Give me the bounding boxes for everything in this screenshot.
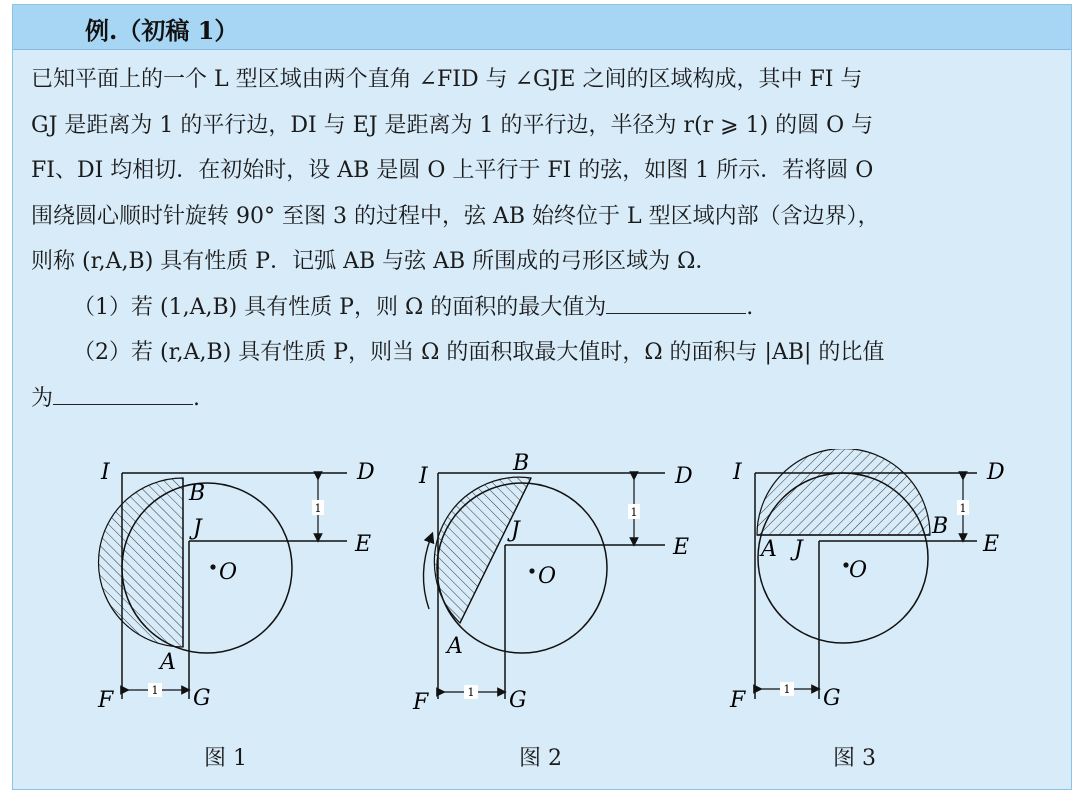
label-e: E <box>355 532 372 557</box>
label-d: D <box>675 464 693 489</box>
label-e: E <box>983 532 1000 557</box>
label-i: I <box>419 464 428 489</box>
figures-svg <box>13 449 1073 789</box>
example-title: 例.（初稿 1） <box>85 16 239 45</box>
distance-label-1v: 1 <box>314 502 322 515</box>
problem-line: GJ 是距离为 1 的平行边，DI 与 EJ 是距离为 1 的平行边，半径为 r(r ⩾ 1) 的圆 O 与 <box>31 112 874 138</box>
label-i: I <box>101 460 110 485</box>
figure-2 <box>412 451 693 715</box>
label-j: J <box>794 537 803 562</box>
problem-line: 围绕圆心顺时针旋转 90° 至图 3 的过程中，弦 AB 始终位于 L 型区域内部（含边界）， <box>31 203 880 229</box>
distance-label-2h: 1 <box>467 686 475 699</box>
label-f: F <box>730 688 746 713</box>
problem-line: 则称 (r,A,B) 具有性质 P．记弧 AB 与弦 AB 所围成的弓形区域为 Ω． <box>31 249 718 274</box>
label-a: A <box>761 537 777 562</box>
label-g: G <box>509 688 527 713</box>
label-d: D <box>987 460 1005 485</box>
label-o: O <box>849 558 868 583</box>
segment-omega-3 <box>757 449 930 535</box>
label-j: J <box>193 516 202 541</box>
question-2 <box>31 330 1056 376</box>
label-a: A <box>160 650 176 675</box>
center-dot-2 <box>529 568 534 573</box>
label-o: O <box>538 564 557 589</box>
label-o: O <box>219 560 238 585</box>
center-dot-3 <box>843 562 848 567</box>
example-header <box>13 5 1071 50</box>
figure-3 <box>729 449 1005 713</box>
label-b: B <box>189 481 206 506</box>
label-a: A <box>447 634 463 659</box>
figure-caption-3: 图 3 <box>833 746 876 771</box>
example-card <box>12 4 1072 790</box>
label-f: F <box>413 690 429 715</box>
distance-label-3v: 1 <box>959 502 967 515</box>
question-1 <box>31 285 1056 331</box>
problem-statement <box>31 57 1056 421</box>
figure-1 <box>97 460 375 713</box>
question-2-continued <box>31 376 1056 422</box>
question-1-end: . <box>746 294 754 320</box>
answer-blank-1[interactable] <box>606 313 746 314</box>
question-2-text: （2）若 (r,A,B) 具有性质 P，则当 Ω 的面积取最大值时，Ω 的面积与 |AB| 的比值 <box>73 340 885 365</box>
label-f: F <box>98 688 114 713</box>
label-j: J <box>511 518 520 543</box>
label-e: E <box>673 535 690 560</box>
center-dot-1 <box>210 564 215 569</box>
question-2-cont-text: 为 <box>31 385 54 411</box>
distance-label-2v: 1 <box>630 506 638 519</box>
rotation-arrow <box>423 537 431 609</box>
label-b: B <box>513 451 530 476</box>
label-d: D <box>357 460 375 485</box>
figures-row <box>13 449 1073 789</box>
question-1-text: （1）若 (1,A,B) 具有性质 P，则 Ω 的面积的最大值为 <box>73 294 607 320</box>
label-i: I <box>733 460 742 485</box>
answer-blank-2[interactable] <box>53 404 193 405</box>
figure-caption-2: 图 2 <box>519 746 562 771</box>
label-g: G <box>823 686 841 711</box>
label-g: G <box>193 686 211 711</box>
distance-label-3h: 1 <box>783 683 791 696</box>
label-b: B <box>932 514 949 539</box>
figure-caption-1: 图 1 <box>204 746 247 771</box>
question-2-end: . <box>193 385 201 411</box>
problem-line: 已知平面上的一个 L 型区域由两个直角 ∠FID 与 ∠GJE 之间的区域构成，其中 FI 与 <box>31 67 863 92</box>
segment-omega-2 <box>434 477 531 623</box>
problem-line: FI、DI 均相切．在初始时，设 AB 是圆 O 上平行于 FI 的弦，如图 1 所示．若将圆 O <box>31 158 874 183</box>
distance-label-1h: 1 <box>151 684 159 697</box>
